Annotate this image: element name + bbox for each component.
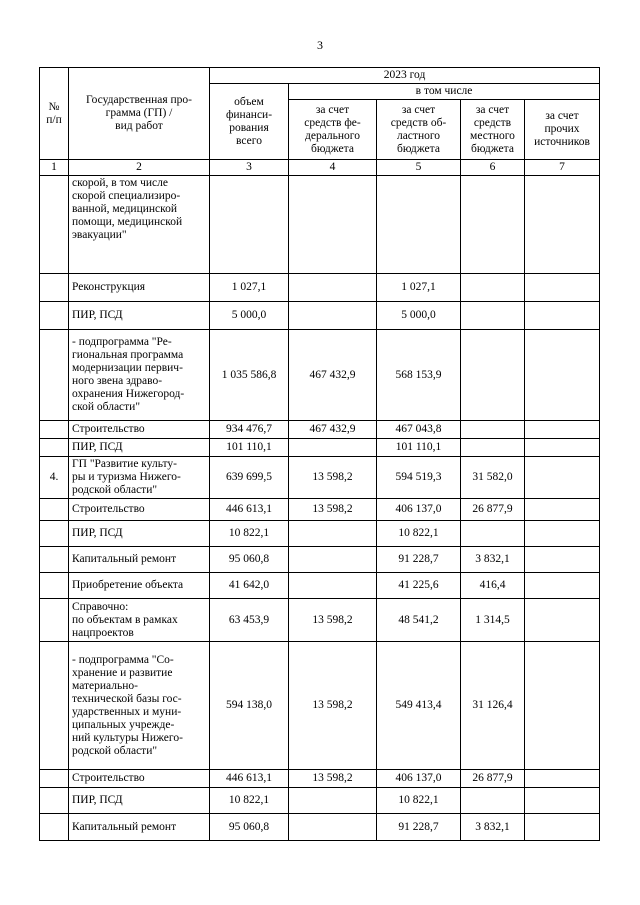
row-local: 26 877,9 [461, 499, 525, 521]
row-regional: 10 822,1 [377, 521, 461, 547]
column-number: 4 [289, 160, 377, 176]
row-other [525, 176, 600, 274]
row-regional: 406 137,0 [377, 770, 461, 788]
row-number [40, 642, 69, 770]
table-row [40, 788, 600, 814]
row-other [525, 421, 600, 439]
row-federal: 13 598,2 [289, 457, 377, 499]
column-number: 7 [525, 160, 600, 176]
table-row [40, 457, 600, 499]
row-federal: 13 598,2 [289, 599, 377, 642]
row-local [461, 439, 525, 457]
row-local: 3 832,1 [461, 814, 525, 841]
table-row [40, 274, 600, 302]
row-number [40, 788, 69, 814]
row-other [525, 274, 600, 302]
row-local: 1 314,5 [461, 599, 525, 642]
row-total: 101 110,1 [210, 439, 289, 457]
row-name: Капитальный ремонт [69, 547, 210, 573]
row-number [40, 439, 69, 457]
row-local [461, 274, 525, 302]
row-name: Строительство [69, 499, 210, 521]
header-local: за счет средств местного бюджета [461, 100, 525, 160]
row-federal: 467 432,9 [289, 330, 377, 421]
row-local [461, 176, 525, 274]
row-number [40, 421, 69, 439]
column-number: 3 [210, 160, 289, 176]
row-total: 934 476,7 [210, 421, 289, 439]
row-total: 1 027,1 [210, 274, 289, 302]
table-row [40, 439, 600, 457]
row-federal [289, 439, 377, 457]
row-other [525, 814, 600, 841]
row-regional: 101 110,1 [377, 439, 461, 457]
column-number: 1 [40, 160, 69, 176]
header-number: № п/п [40, 68, 69, 160]
row-name: ПИР, ПСД [69, 439, 210, 457]
row-total: 639 699,5 [210, 457, 289, 499]
header-total: объем финанси- рования всего [210, 84, 289, 160]
row-other [525, 547, 600, 573]
row-other [525, 599, 600, 642]
row-other [525, 521, 600, 547]
row-number: 4. [40, 457, 69, 499]
row-other [525, 439, 600, 457]
row-number [40, 814, 69, 841]
row-regional: 594 519,3 [377, 457, 461, 499]
row-other [525, 642, 600, 770]
row-total: 594 138,0 [210, 642, 289, 770]
row-number [40, 274, 69, 302]
row-local: 31 582,0 [461, 457, 525, 499]
row-number [40, 176, 69, 274]
row-name: ПИР, ПСД [69, 521, 210, 547]
row-local [461, 521, 525, 547]
row-other [525, 770, 600, 788]
row-total: 41 642,0 [210, 573, 289, 599]
row-name: Приобретение объекта [69, 573, 210, 599]
row-regional: 1 027,1 [377, 274, 461, 302]
table-row [40, 521, 600, 547]
table-row [40, 330, 600, 421]
row-total: 95 060,8 [210, 814, 289, 841]
row-local [461, 421, 525, 439]
row-regional: 568 153,9 [377, 330, 461, 421]
row-local [461, 788, 525, 814]
row-federal [289, 176, 377, 274]
row-name: ГП "Развитие культу- ры и туризма Нижего- родской области" [69, 457, 210, 499]
row-number [40, 573, 69, 599]
row-other [525, 788, 600, 814]
row-name: Справочно: по объектам в рамках нацпроектов [69, 599, 210, 642]
row-federal [289, 521, 377, 547]
row-other [525, 457, 600, 499]
row-federal [289, 302, 377, 330]
row-local [461, 302, 525, 330]
table-row [40, 176, 600, 274]
row-federal [289, 573, 377, 599]
row-other [525, 330, 600, 421]
column-numbers-row [40, 160, 600, 176]
page-number: 3 [317, 38, 323, 52]
header-program: Государственная про- грамма (ГП) / вид работ [69, 68, 210, 160]
financing-table [39, 67, 600, 841]
row-federal [289, 788, 377, 814]
row-total: 63 453,9 [210, 599, 289, 642]
row-number [40, 521, 69, 547]
table-row [40, 302, 600, 330]
row-name: - подпрограмма "Ре- гиональная программа модернизации первич- ного звена здраво- охранения Нижегород- ской области" [69, 330, 210, 421]
table-row [40, 573, 600, 599]
row-regional: 41 225,6 [377, 573, 461, 599]
row-name: Строительство [69, 770, 210, 788]
row-regional: 549 413,4 [377, 642, 461, 770]
column-number: 6 [461, 160, 525, 176]
row-total [210, 176, 289, 274]
row-local: 3 832,1 [461, 547, 525, 573]
row-total: 1 035 586,8 [210, 330, 289, 421]
table-row [40, 499, 600, 521]
header-in-that-number: в том числе [289, 84, 600, 100]
row-regional: 467 043,8 [377, 421, 461, 439]
row-local: 416,4 [461, 573, 525, 599]
row-total: 10 822,1 [210, 788, 289, 814]
column-number: 2 [69, 160, 210, 176]
table-row [40, 642, 600, 770]
row-regional: 48 541,2 [377, 599, 461, 642]
header-other: за счет прочих источников [525, 100, 600, 160]
header-year: 2023 год [210, 68, 600, 84]
row-federal: 13 598,2 [289, 770, 377, 788]
row-name: ПИР, ПСД [69, 788, 210, 814]
table-row [40, 547, 600, 573]
row-federal: 467 432,9 [289, 421, 377, 439]
column-number: 5 [377, 160, 461, 176]
row-local [461, 330, 525, 421]
row-total: 446 613,1 [210, 499, 289, 521]
row-other [525, 302, 600, 330]
row-federal [289, 814, 377, 841]
row-regional: 91 228,7 [377, 814, 461, 841]
row-federal: 13 598,2 [289, 499, 377, 521]
row-regional: 5 000,0 [377, 302, 461, 330]
row-total: 5 000,0 [210, 302, 289, 330]
table-row [40, 814, 600, 841]
row-federal [289, 274, 377, 302]
row-name: Строительство [69, 421, 210, 439]
row-name: Капитальный ремонт [69, 814, 210, 841]
row-name: - подпрограмма "Со- хранение и развитие материально- технической базы гос- ударственных и муни- ципальных учрежде- ний культуры Нижего- родской области" [69, 642, 210, 770]
row-other [525, 573, 600, 599]
row-regional [377, 176, 461, 274]
row-local: 31 126,4 [461, 642, 525, 770]
row-number [40, 330, 69, 421]
header-regional: за счет средств об- ластного бюджета [377, 100, 461, 160]
row-regional: 406 137,0 [377, 499, 461, 521]
row-regional: 10 822,1 [377, 788, 461, 814]
row-other [525, 499, 600, 521]
row-number [40, 770, 69, 788]
row-number [40, 302, 69, 330]
row-total: 10 822,1 [210, 521, 289, 547]
row-number [40, 499, 69, 521]
row-number [40, 547, 69, 573]
row-name: скорой, в том числе скорой специализиро- ванной, медицинской помощи, медицинской эвакуации" [69, 176, 210, 274]
row-total: 95 060,8 [210, 547, 289, 573]
table-row [40, 421, 600, 439]
row-federal [289, 547, 377, 573]
row-total: 446 613,1 [210, 770, 289, 788]
row-number [40, 599, 69, 642]
row-regional: 91 228,7 [377, 547, 461, 573]
row-name: Реконструкция [69, 274, 210, 302]
table-row [40, 599, 600, 642]
row-federal: 13 598,2 [289, 642, 377, 770]
table-row [40, 770, 600, 788]
row-name: ПИР, ПСД [69, 302, 210, 330]
header-federal: за счет средств фе- дерального бюджета [289, 100, 377, 160]
row-local: 26 877,9 [461, 770, 525, 788]
